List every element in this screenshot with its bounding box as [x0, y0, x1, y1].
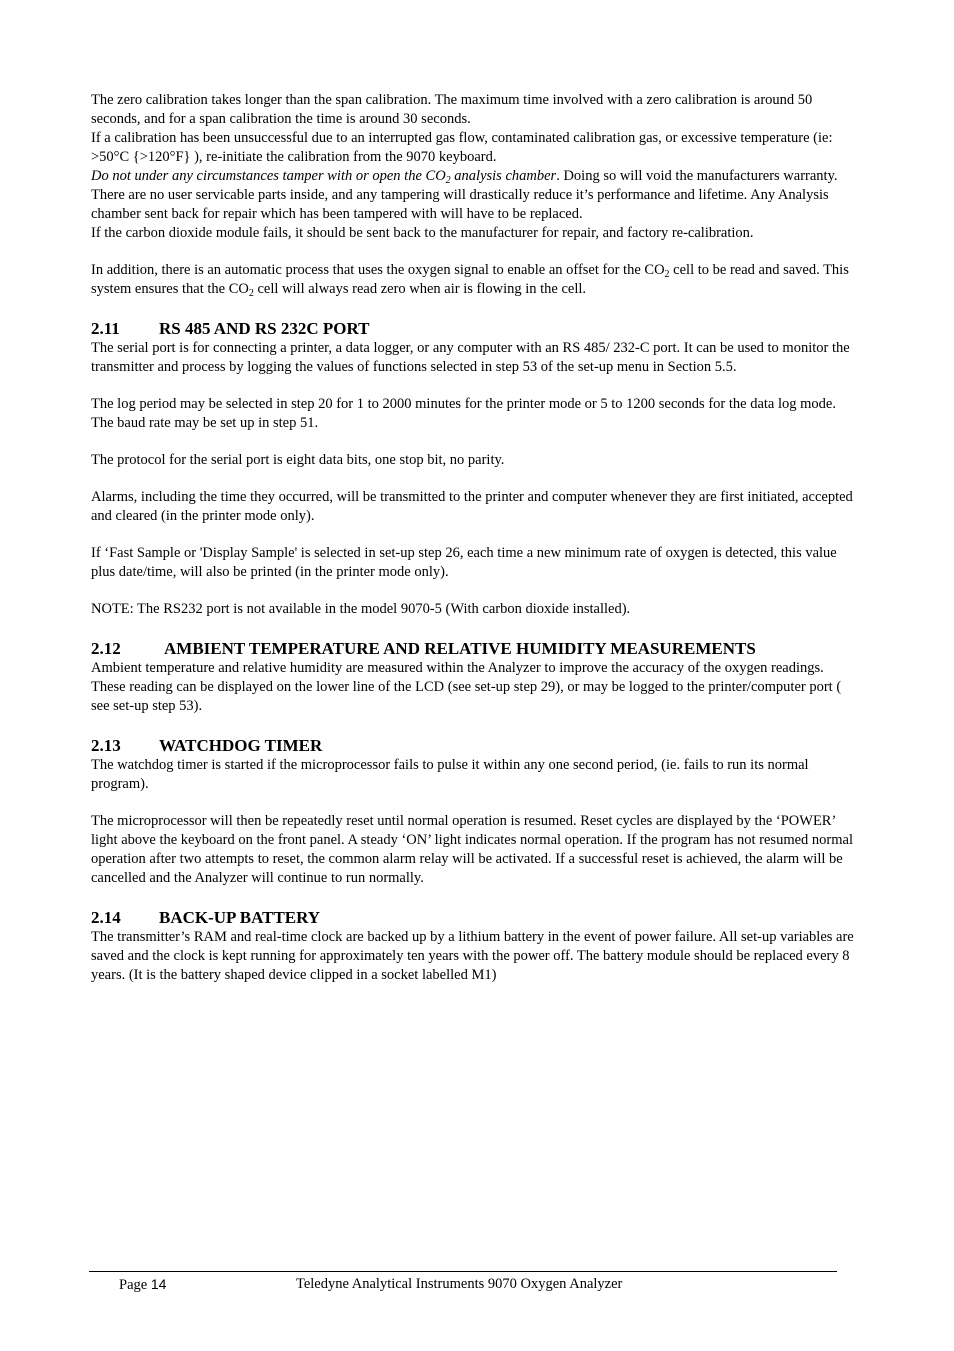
section-paragraph: The log period may be selected in step 20 for 1 to 2000 minutes for the printer mode or 5 to 1200 seconds for the data log mode. The baud rate may be set up in step 51. — [91, 396, 836, 431]
section-title: AMBIENT TEMPERATURE AND RELATIVE HUMIDITY MEASUREMENTS — [164, 639, 756, 658]
intro-paragraph: If the carbon dioxide module fails, it should be sent back to the manufacturer for repair, and factory re-calibration. — [91, 225, 754, 241]
section-paragraph: The microprocessor will then be repeatedly reset until normal operation is resumed. Reset cycles are displayed by the ‘POWER’ light above the keyboard on the front panel. A steady ‘ON’ light indicates normal operation. If the program has not resumed normal operation after two attempts to reset, the common alarm relay will be activated. If a successful reset is achieved, the alarm will be cancelled and the Analyzer will continue to run normally. — [91, 813, 853, 886]
section-paragraph: The protocol for the serial port is eight data bits, one stop bit, no parity. — [91, 452, 505, 468]
section-title: WATCHDOG TIMER — [159, 736, 323, 755]
intro-paragraph: If a calibration has been unsuccessful due to an interrupted gas flow, contaminated calibration gas, or excessive temperature (ie: >50°C {>120°F} ), re-initiate the calibration from the 9070 keyboard. — [91, 130, 833, 165]
note-paragraph: NOTE: The RS232 port is not available in the model 9070-5 (With carbon dioxide installed). — [91, 601, 631, 617]
section-paragraph: Alarms, including the time they occurred, will be transmitted to the printer and computer whenever they are first initiated, accepted and cleared (in the printer mode only). — [91, 489, 853, 524]
offset-paragraph: In addition, there is an automatic process that uses the oxygen signal to enable an offset for the $CO_2$ cell to be read and saved. This system ensures that the $CO_2$ cell will always read zero when air is flowing in the cell. — [91, 262, 849, 299]
section-number: 2.12 — [91, 639, 121, 658]
section-paragraph: If ‘Fast Sample or 'Display Sample' is selected in set-up step 26, each time a new minimum rate of oxygen is detected, this value plus date/time, will also be printed (in the printer mode only). — [91, 545, 837, 580]
section-heading-2-13 — [91, 736, 861, 756]
section-paragraph: The serial port is for connecting a printer, a data logger, or any computer with an RS 485/ 232-C port. It can be used to monitor the transmitter and process by logging the values of functions selected in step 53 of the set-up menu in Section 5.5. — [91, 340, 850, 375]
section-number: 2.13 — [91, 736, 121, 755]
section-title: BACK-UP BATTERY — [159, 908, 321, 927]
section-number: 2.11 — [91, 319, 120, 338]
section-title: RS 485 AND RS 232C PORT — [159, 319, 370, 338]
section-paragraph: Ambient temperature and relative humidity are measured within the Analyzer to improve the accuracy of the oxygen readings. These reading can be displayed on the lower line of the LCD (see set-up step 29), or may be logged to the printer/computer port ( see set-up step 53). — [91, 660, 842, 714]
page-body — [91, 91, 861, 985]
section-heading-2-12 — [91, 639, 861, 659]
section-heading-2-11 — [91, 319, 861, 339]
section-paragraph: The transmitter’s RAM and real-time clock are backed up by a lithium battery in the event of power failure. All set-up variables are saved and the clock is kept running for approximately ten years with the power off. The battery module should be replaced every 8 years. (It is the battery shaped device clipped in a socket labelled M1) — [91, 929, 854, 983]
footer-document-title: Teledyne Analytical Instruments 9070 Oxygen Analyzer — [296, 1276, 623, 1292]
intro-paragraph: The zero calibration takes longer than the span calibration. The maximum time involved with a zero calibration is around 50 seconds, and for a span calibration the time is around 30 seconds. — [91, 92, 813, 127]
footer-page-number: Page 14 — [119, 1276, 167, 1293]
section-number: 2.14 — [91, 908, 121, 927]
section-heading-2-14 — [91, 908, 861, 928]
warning-emphasis: Do not under any circumstances tamper with or open the $CO_2$ analysis chamber — [91, 168, 557, 186]
section-paragraph: The watchdog timer is started if the microprocessor fails to pulse it within any one second period, (ie. fails to run its normal program). — [91, 757, 809, 792]
warning-paragraph: Do not under any circumstances tamper with or open the $CO_2$ analysis chamber. Doing so will void the manufacturers warranty. There are no user servicable parts inside, and any tampering will drastically reduce it’s performance and lifetime. Any Analysis chamber sent back for repair which has been tampered with will have to be replaced. — [91, 168, 838, 222]
footer-divider — [89, 1271, 837, 1272]
